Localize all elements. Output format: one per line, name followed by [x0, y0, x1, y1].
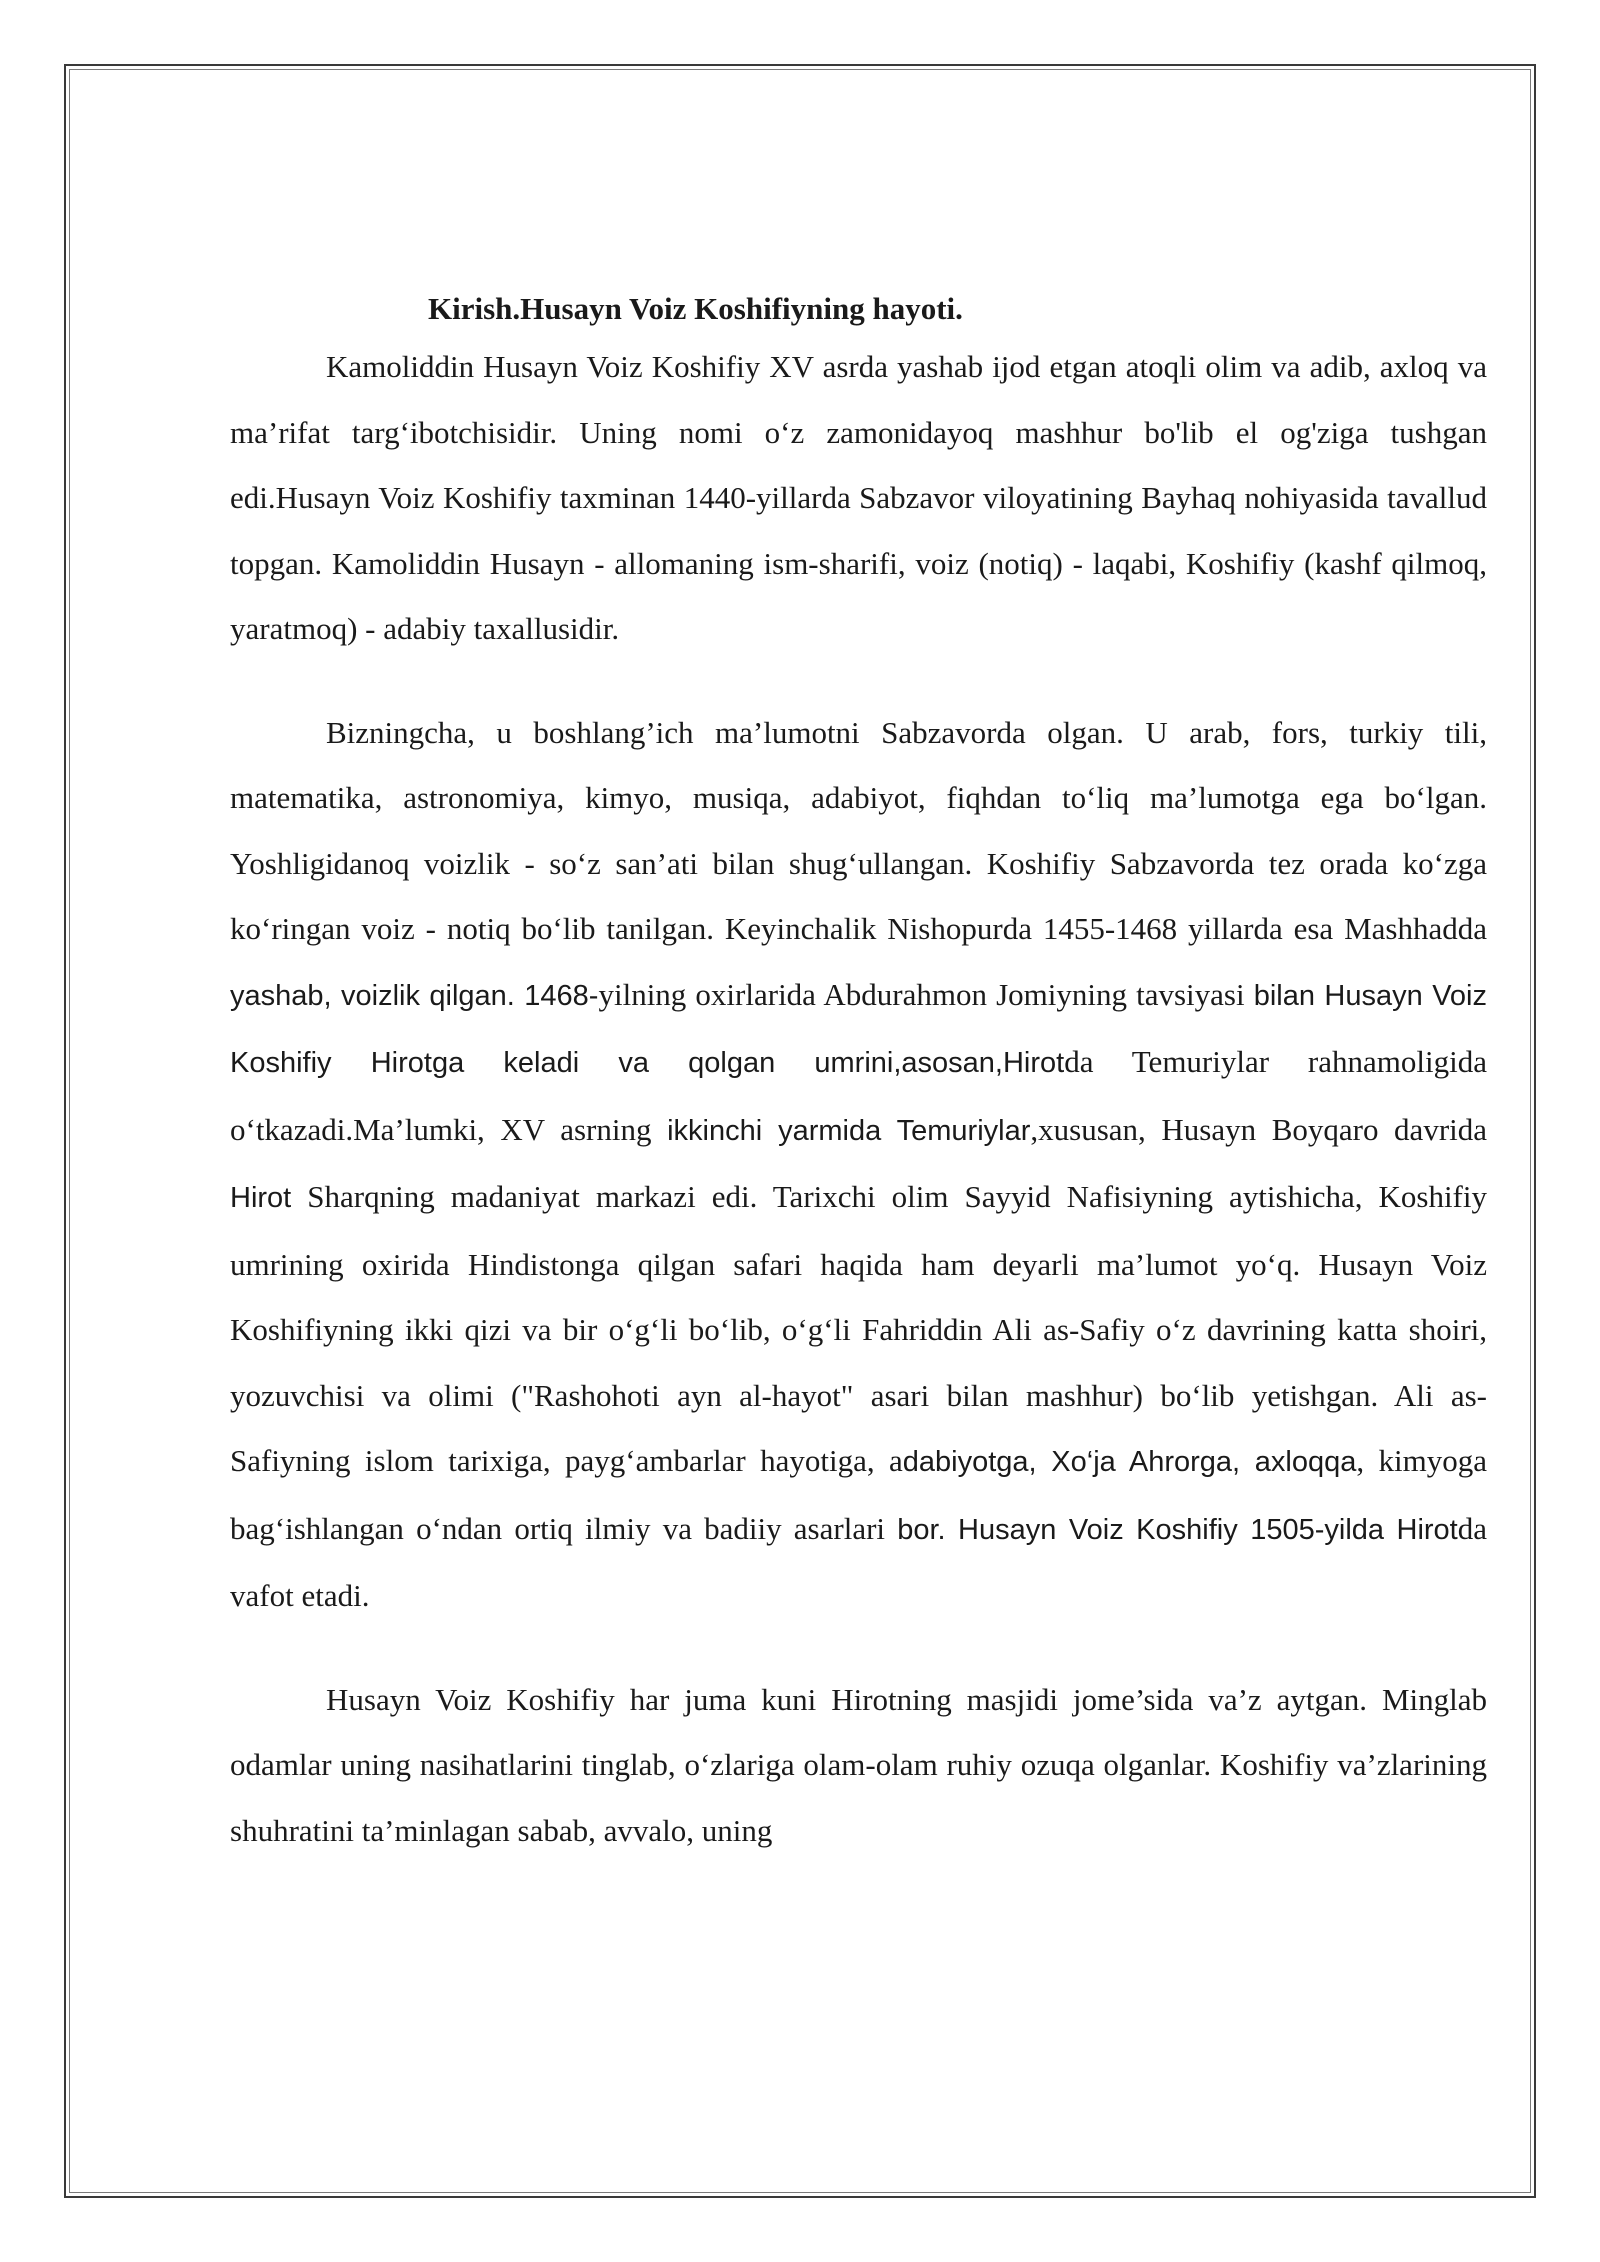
- paragraphs-container: [230, 334, 1487, 1863]
- text-segment: Sharqning madaniyat markazi edi. Tarixchi olim Sayyid Nafisiyning aytishicha, Koshifiy umrining oxirida Hindistonga qilgan safari haqida ham deyarli ma’lumot yo‘q. Husayn Voiz Koshifiyning ikki qizi va bir o‘g‘li bo‘lib, o‘g‘li Fahriddin Ali as-Safiy o‘z davrining katta shoiri, yozuvchisi va olimi ("Rashohoti ayn al-hayot" asari bilan mashhur) bo‘lib yetishgan. Ali as-Safiyning islom tarixiga, payg‘ambarlar hayotiga, a: [230, 1179, 1487, 1478]
- text-segment: Kamoliddin Husayn Voiz Koshifiy XV asrda yashab ijod etgan atoqli olim va adib, axloq va ma’rifat targ‘ibotchisidir. Uning nomi o‘z zamonidayoq mashhur bo'lib el og'ziga tushgan edi.Husayn Voiz Koshifiy taxminan 1440-yillarda Sabzavor viloyatining Bayhaq nohiyasida tavallud topgan. Kamoliddin Husayn - allomaning ism-sharifi, voiz (notiq) - laqabi, Koshifiy (kashf qilmoq, yaratmoq) - adabiy taxallusidir.: [230, 349, 1487, 646]
- paragraph-1: [230, 334, 1487, 662]
- document-body: [230, 284, 1487, 1863]
- text-segment: dabiyotga, Xo‘ja Ahrorga, axloqqa: [902, 1446, 1357, 1478]
- text-segment: ikkinchi yarmida Temuriylar: [667, 1114, 1031, 1147]
- text-segment: Hirot: [230, 1182, 292, 1214]
- paragraph-2: [230, 700, 1487, 1629]
- text-segment: da vafot etadi.: [230, 1510, 1488, 1613]
- text-segment: bilan Husayn Voiz Koshifiy Hirotga keladi va qolgan umrini,asosan,Hirot: [230, 979, 1488, 1079]
- text-segment: , kimyoga bag‘ishlangan o‘ndan ortiq ilmiy va badiiy asarlari: [230, 1443, 1487, 1546]
- text-segment: Bizningcha, u boshlang’ich ma’lumotni Sabzavorda olgan. U arab, fors, turkiy tili, matematika, astronomiya, kimyo, musiqa, adabiyot, fiqhdan to‘liq ma’lumotga ega bo‘lgan. Yoshligidanoq voizlik - so‘z san’ati bilan shug‘ullangan. Koshifiy Sabzavorda tez orada ko‘zga ko‘ringan voiz - notiq bo‘lib tanilgan. Keyinchalik Nishopurda 1455-1468 yillarda esa Mashhadda: [230, 714, 1487, 946]
- text-segment: ,xususan, Husayn Boyqaro davrida: [1030, 1111, 1488, 1147]
- text-segment: da Temuriylar rahnamoligida o‘tkazadi.Ma’lumki, XV asrning: [230, 1044, 1487, 1147]
- text-segment: Husayn Voiz Koshifiy har juma kuni Hirotning masjidi jome’sida va’z aytgan. Minglab odamlar uning nasihatlarini tinglab, o‘zlariga olam-olam ruhiy ozuqa olganlar. Koshifiy va’zlarining shuhratini ta’minlagan sabab, avvalo, uning: [230, 1681, 1487, 1848]
- text-segment: yashab, voizlik qilgan. 1468-: [230, 979, 599, 1012]
- document-title: Kirish.Husayn Voiz Koshifiyning hayoti.: [428, 291, 963, 326]
- text-segment: yilning oxirlarida Abdurahmon Jomiyning tavsiyasi: [598, 976, 1254, 1012]
- paragraph-3: [230, 1667, 1487, 1864]
- text-segment: bor. Husayn Voiz Koshifiy 1505-yilda Hirot: [897, 1513, 1458, 1546]
